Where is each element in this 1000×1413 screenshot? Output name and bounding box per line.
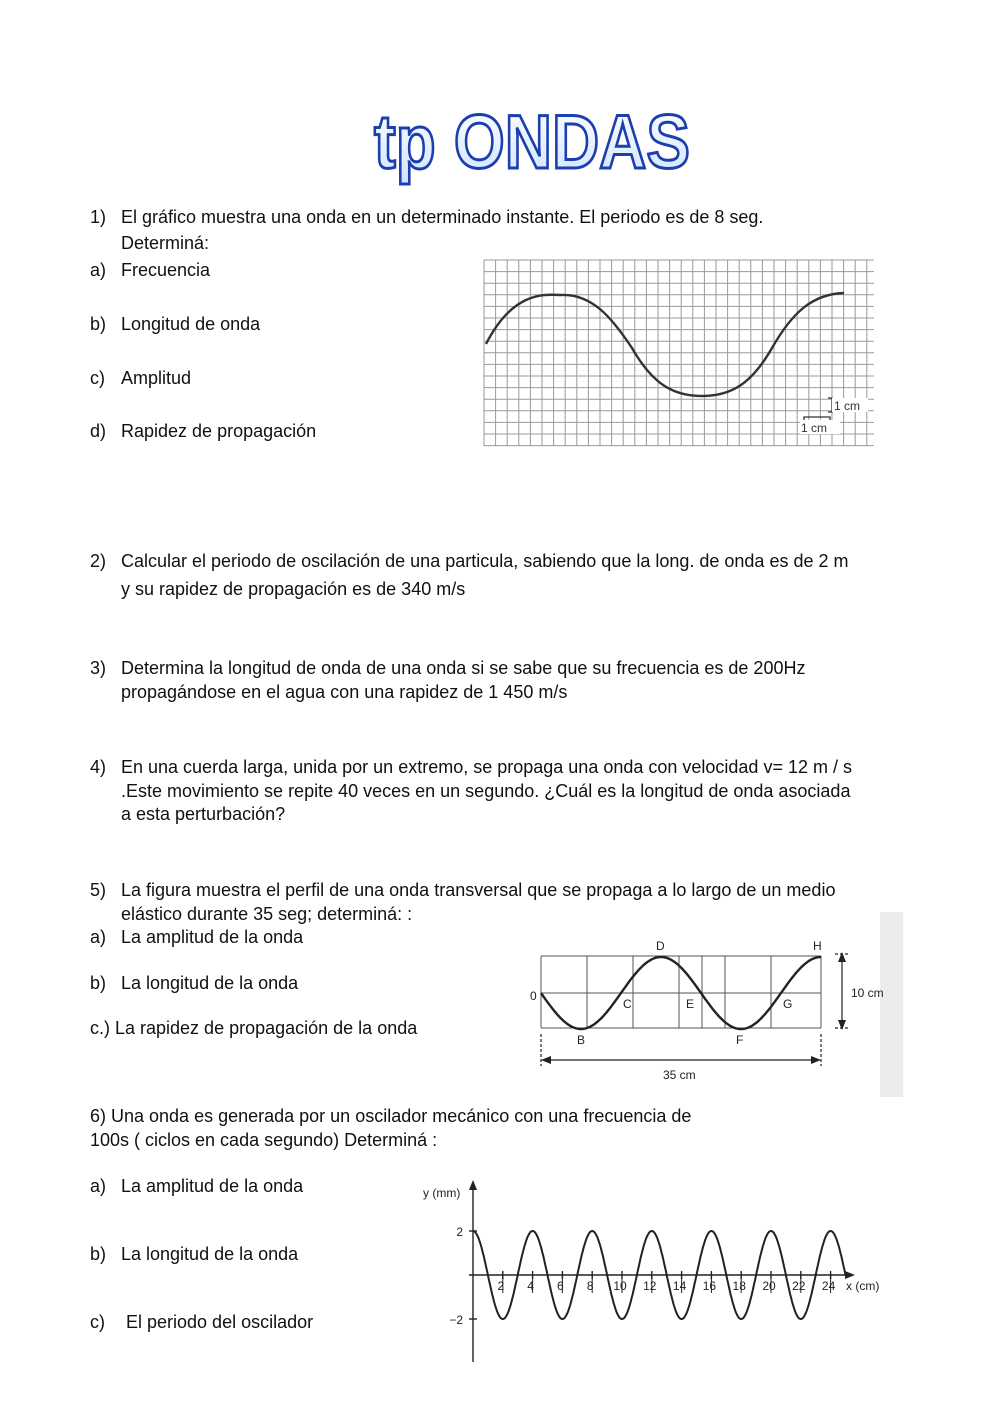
x-tick-label-18: 18: [732, 1279, 746, 1293]
q5-item-b-label: b): [90, 973, 107, 993]
q5-wave-figure: [525, 912, 903, 1097]
q5-item-a: La amplitud de la onda: [121, 927, 304, 947]
y-tick-label-1: −2: [449, 1313, 463, 1327]
x-tick-label-14: 14: [672, 1279, 687, 1293]
q3-line1: Determina la longitud de onda de una onda si se sabe que su frecuencia es de 200Hz: [121, 658, 806, 678]
q3-number: 3): [90, 658, 107, 678]
q1-line2: Determiná:: [121, 233, 210, 253]
q1-item-c: Amplitud: [121, 368, 192, 388]
q2-line1: Calcular el periodo de oscilación de una particula, sabiendo que la long. de onda es de 2 m: [121, 551, 849, 571]
q1-number: 1): [90, 207, 107, 227]
q5-item-a-label: a): [90, 927, 107, 947]
q1-item-a-label: a): [90, 260, 107, 280]
point-0: 0: [530, 989, 537, 1003]
x-tick-label-16: 16: [702, 1279, 717, 1293]
point-E: E: [686, 997, 695, 1011]
x-tick-label-8: 8: [586, 1279, 594, 1293]
q6-item-a: La amplitud de la onda: [121, 1176, 304, 1196]
q1-item-d-label: d): [90, 421, 107, 441]
q1-item-b: Longitud de onda: [121, 314, 261, 334]
q4-line3: a esta perturbación?: [121, 804, 286, 824]
point-B: B: [577, 1033, 586, 1047]
q1-item-b-label: b): [90, 314, 107, 334]
grid-lines: [484, 260, 874, 446]
q4-number: 4): [90, 757, 107, 777]
q6-item-a-label: a): [90, 1176, 107, 1196]
point-F: F: [736, 1033, 744, 1047]
q3-line2: propagándose en el agua con una rapidez de 1 450 m/s: [121, 682, 568, 702]
x-tick-label-10: 10: [613, 1279, 627, 1293]
x-tick-label-6: 6: [557, 1279, 564, 1293]
x-tick-label-12: 12: [643, 1279, 657, 1293]
y-tick-label-0: 2: [456, 1225, 463, 1239]
q2-number: 2): [90, 551, 107, 571]
x-axis-label: x (cm): [846, 1279, 880, 1293]
q5-line2: elástico durante 35 seg; determiná: :: [121, 904, 413, 924]
q1-item-d: Rapidez de propagación: [121, 421, 317, 441]
q1-item-a: Frecuencia: [121, 260, 211, 280]
x-axis-arrow: [845, 1271, 855, 1279]
x-tick-label-22: 22: [792, 1279, 806, 1293]
q5-item-c: c.) La rapidez de propagación de la onda: [90, 1018, 418, 1038]
q6-chart: [415, 1170, 910, 1370]
q6-item-b-label: b): [90, 1244, 107, 1264]
q6-item-c-label: c): [90, 1312, 105, 1332]
x-tick-label-4: 4: [527, 1279, 534, 1293]
scale-bracket-horizontal: [804, 417, 830, 420]
q5-item-b: La longitud de la onda: [121, 973, 299, 993]
point-H: H: [813, 939, 822, 953]
y-axis-label: y (mm): [423, 1186, 461, 1200]
q4-line2: .Este movimiento se repite 40 veces en un segundo. ¿Cuál es la longitud de onda asociada: [121, 781, 851, 801]
y-axis-arrow: [469, 1180, 477, 1190]
scale-label-y: 1 cm: [834, 399, 861, 413]
q4-line1: En una cuerda larga, unida por un extremo, se propaga una onda con velocidad v= 12 m / s: [121, 757, 852, 777]
x-tick-label-2: 2: [497, 1279, 505, 1293]
point-C: C: [623, 997, 632, 1011]
point-G: G: [783, 997, 793, 1011]
wave-curve: [486, 293, 844, 396]
scale-bracket-vertical: [828, 398, 832, 412]
page-title: [370, 96, 700, 196]
q6-item-b: La longitud de la onda: [121, 1244, 299, 1264]
q2-line2: y su rapidez de propagación es de 340 m/s: [121, 579, 466, 599]
q5-line1: La figura muestra el perfil de una onda transversal que se propaga a lo largo de un medio: [121, 880, 836, 900]
width-label: 35 cm: [663, 1068, 696, 1082]
title-text: tp ONDAS: [374, 100, 690, 185]
x-tick-label-20: 20: [762, 1279, 776, 1293]
scan-shadow: [880, 912, 903, 1097]
q1-item-c-label: c): [90, 368, 105, 388]
scale-label-x: 1 cm: [801, 421, 828, 435]
height-label: 10 cm: [851, 986, 884, 1000]
q1-line1: El gráfico muestra una onda en un determinado instante. El periodo es de 8 seg.: [121, 207, 764, 227]
q6-line2: 100s ( ciclos en cada segundo) Determiná :: [90, 1130, 438, 1150]
x-tick-label-24: 24: [821, 1279, 836, 1293]
point-D: D: [656, 939, 665, 953]
q6-item-c: El periodo del oscilador: [121, 1312, 314, 1332]
q6-line1: 6) Una onda es generada por un oscilador mecánico con una frecuencia de: [90, 1106, 692, 1126]
q1-wave-figure: [482, 258, 877, 448]
q5-number: 5): [90, 880, 107, 900]
